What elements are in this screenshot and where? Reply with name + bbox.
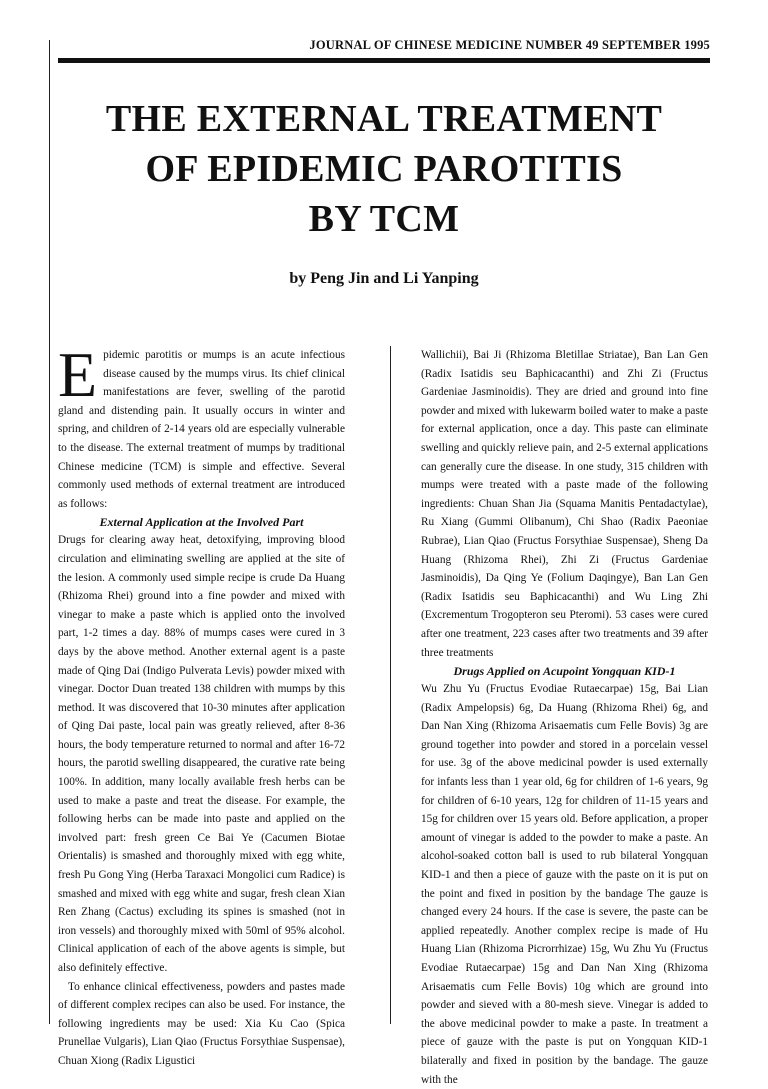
title-line-3: BY TCM — [308, 198, 460, 240]
intro-paragraph — [58, 339, 345, 513]
body-paragraph: Wallichii), Bai Ji (Rhizoma Bletillae Striatae), Ban Lan Gen (Radix Isatidis seu Baphicacanthi) and Zhi Zi (Fructus Gardeniae Jasminoidis). They are dried and ground into fine powder and mixed with lukewarm boiled water to make a paste for external application, once a day. This paste can eliminate swelling and quickly relieve pain, and 2-5 external applications can generally cure the disease. In one study, 315 children with mumps were treated with a paste made of the following ingredients: Chuan Shan Jia (Squama Manitis Pentadactylae), Ru Xiang (Gummi Olibanum), Chi Shao (Radix Paeoniae Rubrae), Lian Qiao (Fructus Forsythiae Suspensae), Sheng Da Huang (Rhizoma Rhei), Zhi Zi (Fructus Gardeniae Jasminoidis), Da Qing Ye (Folium Daqingye), Ban Lan Gen (Radix Isatidis seu Baphicacanthi) and Wu Ling Zhi (Excrementum Trogopteron seu Pteromi). 53 cases were cured after one treatment, 223 cases after two treatments and 39 after three treatments — [421, 349, 708, 659]
article-title — [58, 94, 710, 244]
body-paragraph: Wu Zhu Yu (Fructus Evodiae Rutaecarpae) 15g, Bai Lian (Radix Ampelopsis) 6g, Da Huang (Rhizoma Rhei) 6g, and Dan Nan Xing (Rhizoma Arisaematis cum Felle Bovis) 3g are ground together into powder and stored in a porcelain vessel for use. 3g of the above medicinal powder is used externally for infants less than 1 year old, 6g for children of 1-6 years, 9g for children of 6-10 years, 12g for children of 11-15 years and 15g for children over 15 years old. Before application, a proper amount of vinegar is added to the powder to make a paste. An alcohol-soaked cotton ball is used to rub bilateral Yongquan KID-1 and then a piece of gauze with the paste on it is put on the point and fixed in position by the bandage The gauze is changed every 24 hours. If the case is severe, the paste can be applied repeatedly. Another complex recipe is made of Hu Huang Lian (Rhizoma Picrorrhizae) 15g, Wu Zhu Yu (Fructus Evodiae Rutaecarpae) 15g and Dan Nan Xing (Rhizoma Arisaematis cum Felle Bovis) 10g which are ground into powder and sieved with a 80-mesh sieve. Vinegar is added to the above medicinal powder to make a paste. In treatment a piece of gauze with the paste is put on Yongquan KID-1 bilaterally and fixed in position by the bandage. The gauze with the — [421, 683, 708, 1086]
right-column — [421, 346, 708, 1089]
byline: by Peng Jin and Li Yanping — [289, 270, 479, 287]
left-margin-rule — [49, 40, 50, 1024]
body-paragraph: To enhance clinical effectiveness, powders and pastes made of different complex recipes can also be used. For instance, the following ingredients may be used: Xia Ku Cao (Spica Prunellae Vulgaris), Lian Qiao (Fructus Forsythiae Suspensae), Chuan Xiong (Radix Ligustici — [58, 980, 345, 1067]
title-line-1: THE EXTERNAL TREATMENT — [105, 98, 663, 140]
left-column — [58, 339, 345, 1071]
running-head: JOURNAL OF CHINESE MEDICINE NUMBER 49 SEPTEMBER 1995 — [309, 38, 710, 52]
drop-cap: E — [58, 339, 98, 410]
body-paragraph: Drugs for clearing away heat, detoxifying, improving blood circulation and eliminating swelling are applied at the site of the lesion. A commonly used simple recipe is crude Da Huang (Rhizoma Rhei) ground into a fine powder and mixed with vinegar to make a paste which is applied onto the involved part, 1-2 times a day. 88% of mumps cases were cured in 3 days by the above method. Another external agent is a paste made of Qing Dai (Indigo Pulverata Levis) powder mixed with vinegar. Doctor Duan treated 138 children with mumps by this method. It was discovered that 10-30 minutes after application of Qing Dai paste, local pain was greatly relieved, after 8-36 hours, the body temperature returned to normal and after 16-72 hours, the parotid swelling disappeared, the curative rate being 100%. In addition, many locally available fresh herbs can be used to make a paste and treat the disease. For example, the following herbs can be made into paste and applied on the involved part: fresh green Ce Bai Ye (Cacumen Biotae Orientalis) is smashed and thoroughly mixed with egg white, fresh Pu Gong Ying (Herba Taraxaci Mongolici cum Radice) is smashed and mixed with egg white and sugar, fresh clean Xian Ren Zhang (Cactus) excluding its spines is smashed (not in iron vessels) and thoroughly mixed with 50ml of 95% alcohol. Clinical application of each of the above agents is simple, but also definitely effective. — [58, 534, 345, 974]
section-heading-acupoint: Drugs Applied on Acupoint Yongquan KID-1 — [453, 664, 676, 679]
intro-text: pidemic parotitis or mumps is an acute infectious disease caused by the mumps virus. Its chief clinical manifestations are fever, swelling of the parotid gland and distending pain. It usually occurs in winter and spring, and children of 2-14 years old are especially vulnerable to the disease. The external treatment of mumps by traditional Chinese medicine (TCM) is simple and effective. Several commonly used methods of external treatment are introduced as follows: — [58, 349, 345, 510]
header-rule — [58, 58, 710, 63]
section-heading-external-application: External Application at the Involved Part — [99, 515, 304, 530]
column-divider — [390, 346, 391, 1024]
title-line-2: OF EPIDEMIC PAROTITIS — [145, 148, 623, 190]
